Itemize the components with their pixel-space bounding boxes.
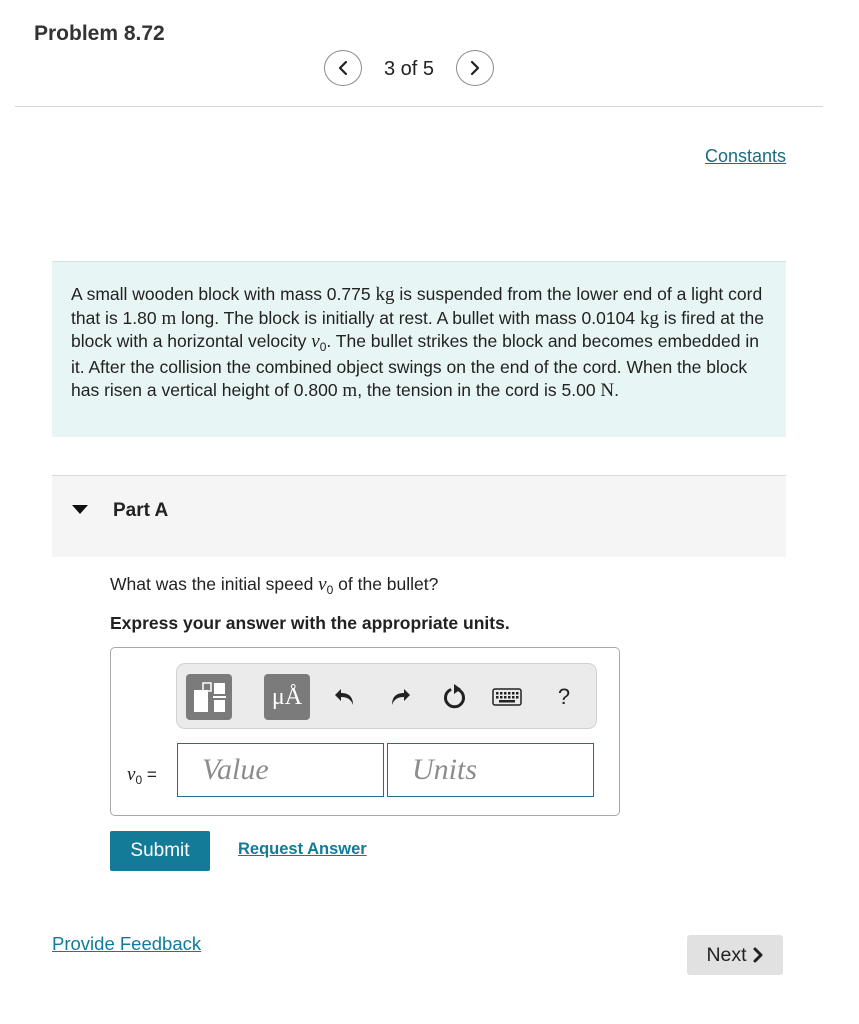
question-subscript: 0 bbox=[326, 583, 334, 597]
answer-instruction: Express your answer with the appropriate units. bbox=[110, 613, 510, 633]
redo-button[interactable] bbox=[383, 680, 417, 714]
undo-icon bbox=[333, 686, 357, 708]
question-text: of the bullet? bbox=[333, 574, 439, 594]
equals-sign: = bbox=[142, 765, 157, 784]
keyboard-button[interactable] bbox=[490, 680, 524, 714]
part-a-header[interactable] bbox=[52, 475, 786, 557]
problem-text: , the tension in the cord is 5.00 bbox=[357, 380, 601, 400]
reset-button[interactable] bbox=[437, 680, 471, 714]
answer-box bbox=[110, 647, 620, 816]
previous-problem-button[interactable] bbox=[324, 50, 362, 86]
question-variable: v bbox=[318, 574, 327, 595]
chevron-right-icon bbox=[469, 60, 481, 76]
redo-icon bbox=[388, 686, 412, 708]
problem-text: . The bullet strikes the block and becomes embedded in it. After the collision the combined object swings on the end of the cord. When the block has risen a vertical height of 0.800 bbox=[71, 331, 759, 400]
templates-icon bbox=[186, 674, 232, 720]
problem-title: Problem 8.72 bbox=[34, 22, 165, 45]
provide-feedback-link[interactable]: Provide Feedback bbox=[52, 933, 202, 954]
reset-icon bbox=[441, 683, 467, 711]
velocity-variable: v bbox=[311, 331, 320, 352]
next-button[interactable] bbox=[687, 935, 783, 975]
problem-text: A small wooden block with mass 0.775 bbox=[71, 284, 376, 304]
request-answer-link[interactable]: Request Answer bbox=[238, 840, 367, 858]
constants-link[interactable]: Constants bbox=[704, 146, 786, 166]
part-label: Part A bbox=[113, 500, 169, 521]
problem-pager bbox=[0, 50, 859, 88]
submit-button[interactable]: Submit bbox=[110, 831, 210, 871]
problem-text: . bbox=[614, 380, 620, 400]
problem-statement bbox=[52, 261, 786, 437]
answer-variable-subscript: 0 bbox=[135, 773, 143, 787]
problem-text: is suspended from the lower end of a light cord that is 1.80 bbox=[71, 284, 763, 328]
unit-text: m bbox=[161, 307, 177, 329]
next-label: Next bbox=[706, 943, 747, 966]
templates-button[interactable] bbox=[186, 674, 232, 720]
math-toolbar bbox=[176, 663, 597, 729]
answer-variable: v bbox=[127, 764, 136, 785]
unit-text: kg bbox=[639, 307, 659, 329]
help-icon[interactable]: ? bbox=[557, 684, 571, 709]
pager-position: 3 of 5 bbox=[383, 58, 435, 80]
keyboard-icon bbox=[492, 688, 522, 706]
unit-text: N bbox=[600, 380, 615, 401]
units-input[interactable]: Units bbox=[387, 743, 594, 797]
chevron-right-bold-icon bbox=[753, 947, 764, 963]
next-problem-button[interactable] bbox=[456, 50, 494, 86]
undo-button[interactable] bbox=[328, 680, 362, 714]
header-divider bbox=[15, 106, 823, 107]
problem-text: long. The block is initially at rest. A bullet with mass 0.0104 bbox=[176, 307, 640, 328]
chevron-left-icon bbox=[337, 60, 349, 76]
caret-down-icon[interactable] bbox=[72, 505, 88, 514]
unit-text: m bbox=[342, 380, 358, 401]
velocity-subscript: 0 bbox=[319, 340, 327, 354]
value-input[interactable]: Value bbox=[177, 743, 384, 797]
units-button[interactable]: μÅ bbox=[264, 674, 310, 720]
answer-variable-label bbox=[127, 764, 157, 786]
problem-text: is fired at the block with a horizontal velocity bbox=[71, 307, 764, 351]
unit-text: kg bbox=[375, 284, 395, 305]
question-text: What was the initial speed bbox=[110, 574, 319, 594]
part-question bbox=[110, 574, 438, 596]
